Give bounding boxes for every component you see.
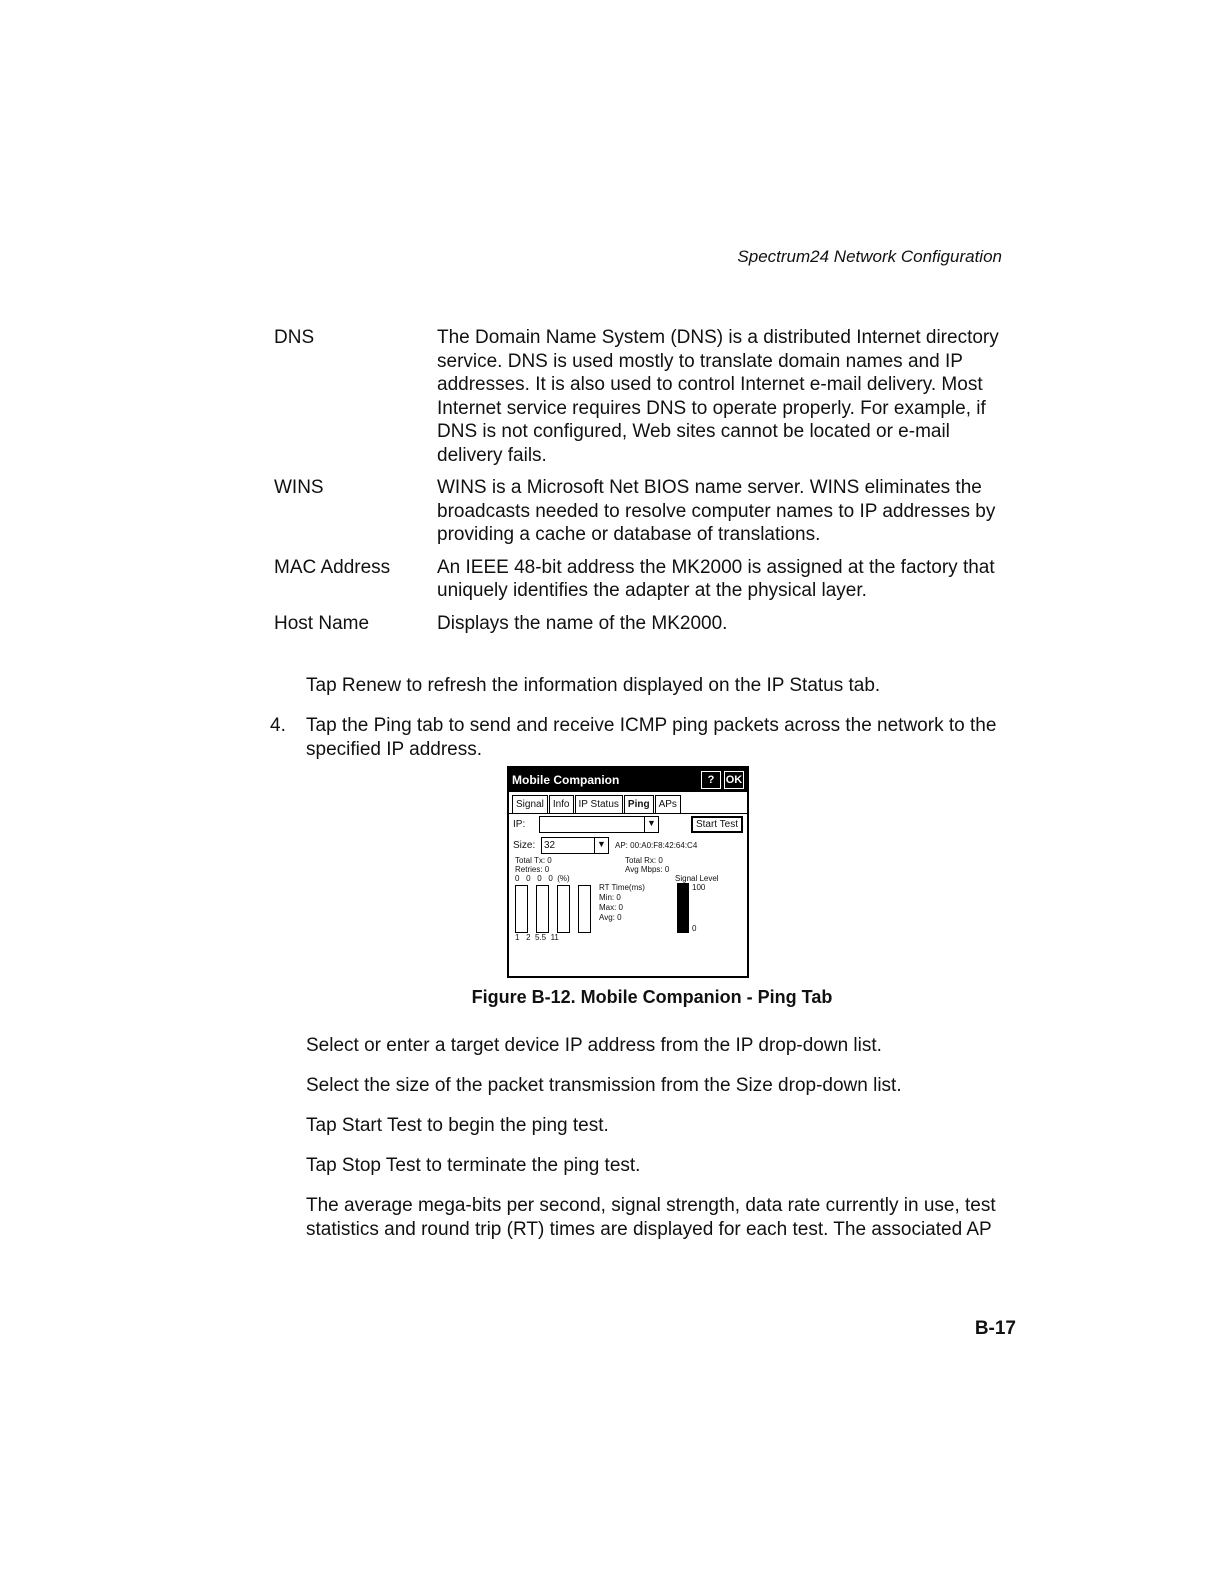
size-value: 32 [544,840,556,851]
signal-max: 100 [692,883,706,892]
rt-max: Max: 0 [599,903,624,912]
tab-aps: APs [655,795,681,813]
start-test-button: Start Test [691,816,743,833]
rt-times [599,883,671,933]
tab-ping: Ping [624,795,654,813]
chevron-down-icon: ▼ [644,817,658,832]
percent-values: 0 0 0 0 (%) [515,874,570,883]
rate-graph [509,883,747,933]
rate-labels: 1 2 5.5 11 [515,933,559,942]
term-host: Host Name [274,612,370,634]
desc-host: Displays the name of the MK2000. [437,612,728,634]
rt-time-label: RT Time(ms) [599,883,645,892]
tab-signal: Signal [512,795,548,813]
ip-row [509,814,747,835]
paragraph-stop-test: Tap Stop Test to terminate the ping test. [306,1155,641,1176]
signal-level-label: Signal Level [675,874,719,883]
definition-row [274,612,1014,636]
rt-min: Min: 0 [599,893,621,902]
total-rx: Total Rx: 0 [625,856,663,865]
chevron-down-icon: ▼ [594,838,608,853]
desc-mac: An IEEE 48-bit address the MK2000 is assigned at the factory that uniquely identifies the adapter at the physical layer. [437,556,995,601]
figure-caption: Figure B-12. Mobile Companion - Ping Tab [471,987,833,1007]
rate-bars [515,883,599,933]
total-tx: Total Tx: 0 [515,856,552,865]
definition-list [274,326,1014,644]
tab-ip-status: IP Status [575,795,623,813]
running-header: Spectrum24 Network Configuration [737,247,1002,266]
retries: Retries: 0 [515,865,550,874]
size-label: Size: [513,840,536,851]
renew-paragraph: Tap Renew to refresh the information displayed on the IP Status tab. [306,675,881,696]
paragraph-start-test: Tap Start Test to begin the ping test. [306,1115,609,1136]
signal-level-bar [677,883,689,933]
rate-bar [515,885,528,933]
help-button: ? [701,771,721,789]
rate-bar [578,885,591,933]
ap-address: AP: 00:A0:F8:42:64:C4 [615,841,698,850]
ip-label: IP: [513,819,526,830]
percent-row [509,874,747,883]
paragraph-stats: The average mega-bits per second, signal strength, data rate currently in use, test statistics and round trip (RT) times are displayed for each test. The associated AP [306,1195,996,1240]
term-wins: WINS [274,477,324,498]
desc-wins: WINS is a Microsoft Net BIOS name server. WINS eliminates the broadcasts needed to resolve computer names to IP addresses by providing a cache or database of translations. [437,477,996,545]
definition-row [274,556,1014,603]
step-number: 4. [270,715,286,736]
ok-button: OK [724,771,744,789]
step-4 [270,714,1030,761]
device-title: Mobile Companion [512,773,620,787]
ip-dropdown [539,816,659,833]
paragraph-ip: Select or enter a target device IP address from the IP drop-down list. [306,1035,882,1056]
definition-row [274,476,1014,547]
tab-info: Info [549,795,574,813]
avg-mbps: Avg Mbps: 0 [625,865,670,874]
rate-bar [557,885,570,933]
page-number: B-17 [974,1318,1016,1339]
term-mac: MAC Address [274,556,391,578]
stats-row-2 [509,865,747,874]
step-text: Tap the Ping tab to send and receive ICMP ping packets across the network to the specified IP address. [306,715,997,760]
desc-dns: The Domain Name System (DNS) is a distributed Internet directory service. DNS is used mostly to translate domain names and IP addresses. It is also used to control Internet e-mail delivery. Most Internet service requires DNS to operate properly. For example, if DNS is not configured, Web sites cannot be located or e-mail delivery fails. [437,327,999,466]
mobile-companion-screenshot [507,766,749,978]
device-titlebar [509,768,747,792]
term-dns: DNS [274,327,315,348]
stats-row-1 [509,856,747,865]
rate-bar [536,885,549,933]
size-dropdown [541,837,609,854]
signal-scale [692,883,705,933]
size-row [509,835,747,856]
definition-row [274,326,1014,467]
rt-avg: Avg: 0 [599,913,622,922]
paragraph-size: Select the size of the packet transmission from the Size drop-down list. [306,1075,902,1096]
device-tabs [509,792,747,814]
signal-min: 0 [692,924,697,933]
